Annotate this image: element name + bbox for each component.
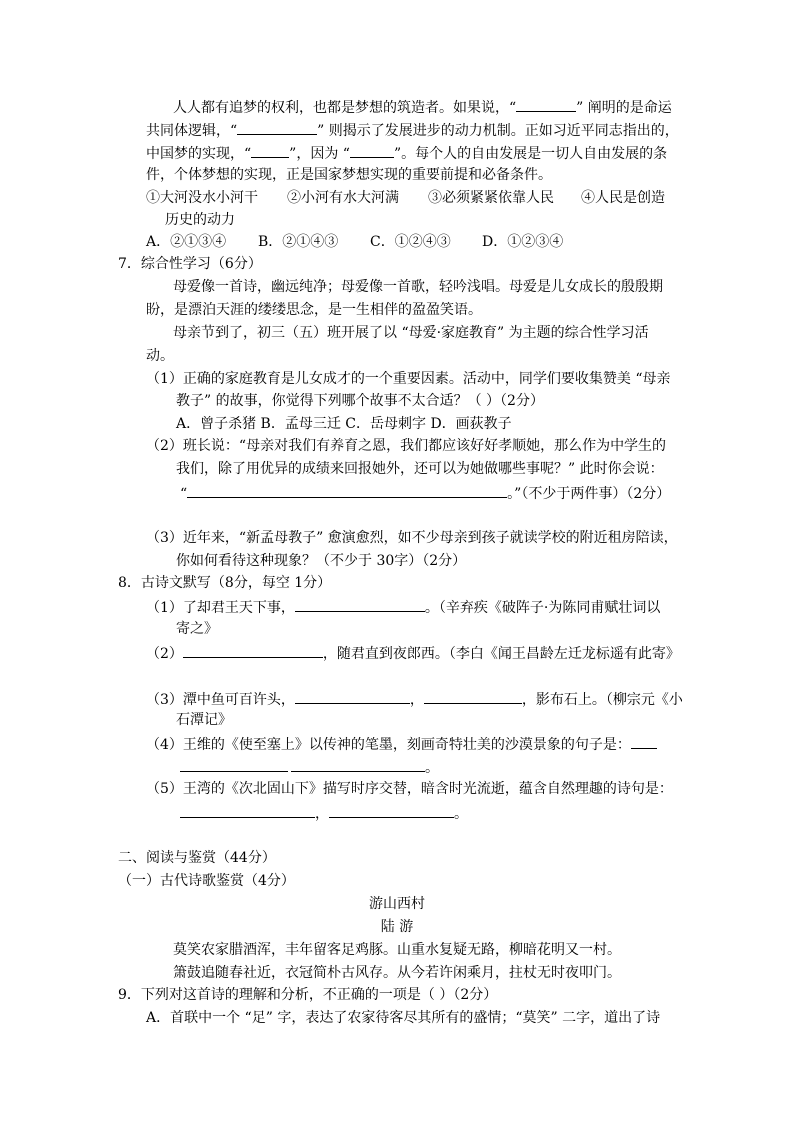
q6-option-1: ①大河没水小河干 — [146, 190, 258, 206]
poem-line1: 莫笑农家腊酒浑，丰年留客足鸡豚。山重水复疑无路，柳暗花明又一村。 — [173, 942, 621, 958]
q7-sub3-line2: 你如何看待这种现象？（不少于 30字）（2分） — [176, 553, 467, 569]
q7-intro-line1: 母爱像一首诗，幽远纯净；母爱像一首歌，轻吟浅唱。母爱是儿女成长的殷殷期 — [173, 279, 663, 295]
q8-title: 8．古诗文默写（8分，每空 1分） — [118, 575, 332, 591]
q7-intro-line4: 动。 — [146, 348, 174, 364]
q7-sub1-options[interactable]: A．曾子杀猪 B．孟母三迁 C．岳母刺字 D．画荻教子 — [176, 416, 512, 432]
q7-sub2-line3: “ 。”（不少于两件事）（2分） — [180, 482, 670, 504]
section-title: 二、阅读与鉴赏（44分） — [118, 850, 276, 866]
answer-blank[interactable] — [424, 688, 522, 704]
answer-blank[interactable] — [180, 756, 288, 772]
q8-item5-line2: ， 。 — [180, 802, 468, 824]
answer-blank[interactable] — [295, 688, 410, 704]
q8-item1-line1: （1）了却君王天下事， 。（辛弃疾《破阵子·为陈同甫赋壮词以 — [146, 596, 660, 618]
q8-item3-line1: （3）潭中鱼可百许头， ， ，影布石上。（柳宗元《小 — [146, 688, 683, 710]
q6-para-line1: 人人都有追梦的权利，也都是梦想的筑造者。如果说，“ ” 阐明的是命运 — [173, 96, 672, 118]
q7-sub2-line2: 我们，除了用优异的成绩来回报她外，还可以为她做哪些事呢？” 此时你会说： — [176, 461, 664, 477]
poem-line2: 箫鼓追随春社近，衣冠简朴古风存。从今若许闲乘月，拄杖无时夜叩门。 — [173, 965, 621, 981]
q6-option-2: ②小河有水大河满 — [287, 190, 399, 206]
q8-item4-line1: （4）王维的《使至塞上》以传神的笔墨，刻画奇特壮美的沙漠景象的句子是： — [146, 733, 657, 755]
subsection-title: （一）古代诗歌鉴赏（4分） — [118, 873, 295, 889]
q7-sub3-line1: （3）近年来，“新孟母教子” 愈演愈烈，如不少母亲到孩子就读学校的附近租房陪读， — [146, 530, 678, 546]
q8-item4-line2: 。 — [180, 756, 439, 778]
q8-item3-line2: 石潭记》 — [176, 712, 232, 728]
q7-sub1-line2: 教子” 的故事，你觉得下列哪个故事不太合适？（ ）（2分） — [176, 393, 544, 409]
q8-item5-line1: （5）王湾的《次北固山下》描写时序交替，暗含时光流逝，蕴含自然理趣的诗句是： — [146, 781, 673, 797]
q6-choice-a[interactable]: A．②①③④ — [146, 234, 227, 250]
q6-choice-b[interactable]: B．②①④③ — [258, 234, 339, 250]
q6-option-3: ③必须紧紧依靠人民 — [428, 190, 554, 206]
answer-blank[interactable] — [516, 96, 576, 112]
q6-para-line3: 中国梦的实现，“ ”，因为 “ ”。每个人的自由发展是一切人自由发展的条 — [146, 142, 667, 164]
poem-title: 游山西村 — [369, 896, 425, 912]
answer-blank[interactable] — [187, 482, 507, 498]
q8-item2: （2） ，随君直到夜郎西。（李白《闻王昌龄左迁龙标遥有此寄》 — [146, 642, 680, 664]
q9-option-a[interactable]: A．首联中一个 “足” 字，表达了农家待客尽其所有的盛情；“莫笑” 二字，道出了诗 — [146, 1010, 661, 1026]
q7-sub1-line1: （1）正确的家庭教育是儿女成才的一个重要因素。活动中，同学们要收集赞美 “母亲 — [146, 371, 671, 387]
q6-option-4: ④人民是创造 — [581, 190, 665, 206]
q6-para-line2: 共同体逻辑，“ ” 则揭示了发展进步的动力机制。正如习近平同志指出的， — [146, 119, 679, 141]
q7-title: 7．综合性学习（6分） — [118, 256, 262, 272]
q7-sub2-line1: （2）班长说：“母亲对我们有养育之恩，我们都应该好好孝顺她，那么作为中学生的 — [146, 438, 667, 454]
answer-blank[interactable] — [295, 596, 425, 612]
q7-intro-line2: 盼，是漂泊天涯的缕缕思念，是一生相伴的盈盈笑语。 — [146, 302, 482, 318]
answer-blank[interactable] — [237, 119, 317, 135]
q6-choice-d[interactable]: D．①②③④ — [482, 234, 564, 250]
answer-blank[interactable] — [291, 756, 425, 772]
answer-blank[interactable] — [631, 733, 657, 749]
answer-blank[interactable] — [183, 642, 323, 658]
q6-option-4-cont: 历史的动力 — [165, 212, 235, 228]
q7-intro-line3: 母亲节到了，初三（五）班开展了以 “母爱·家庭教育” 为主题的综合性学习活 — [173, 325, 649, 341]
answer-blank[interactable] — [350, 142, 394, 158]
answer-blank[interactable] — [329, 802, 454, 818]
q6-choice-c[interactable]: C．①②④③ — [370, 234, 451, 250]
q6-para-line4: 件，个体梦想的实现，正是国家梦想实现的重要前提和必备条件。 — [146, 167, 552, 183]
answer-blank[interactable] — [180, 802, 315, 818]
q9-stem: 9．下列对这首诗的理解和分析，不正确的一项是（ ）（2分） — [118, 987, 498, 1003]
poem-author: 陆 游 — [380, 919, 414, 935]
answer-blank[interactable] — [251, 142, 289, 158]
q8-item1-line2: 寄之》 — [176, 621, 218, 637]
